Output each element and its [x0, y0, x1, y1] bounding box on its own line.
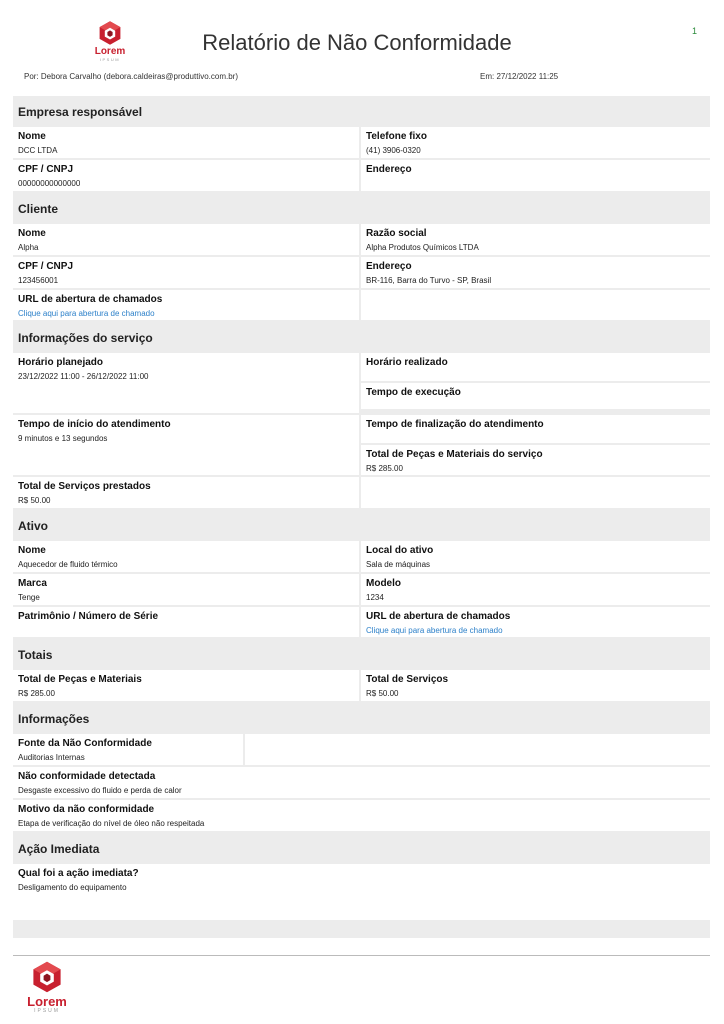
empresa-endereco-field: Endereço [361, 160, 710, 193]
cliente-nome-field: Nome Alpha [13, 224, 359, 257]
cliente-endereco-field: Endereço BR-116, Barra do Turvo - SP, Brasil [361, 257, 710, 290]
servico-tempo-finalizacao-field: Tempo de finalização do atendimento [361, 415, 710, 445]
informacoes-fonte-field: Fonte da Não Conformidade Auditorias Internas [13, 734, 243, 767]
informacoes-motivo-field: Motivo da não conformidade Etapa de verificação do nível de óleo não respeitada [13, 800, 710, 833]
section-servico-header: Informações do serviço [13, 322, 710, 353]
ativo-local-field: Local do ativo Sala de máquinas [361, 541, 710, 574]
servico-total-servicos-field: Total de Serviços prestados R$ 50.00 [13, 477, 359, 510]
page-title: Relatório de Não Conformidade [202, 30, 512, 55]
empresa-nome-field: Nome DCC LTDA [13, 127, 359, 160]
logo-icon [30, 960, 64, 994]
informacoes-empty-cell [245, 734, 710, 767]
section-informacoes-header: Informações [13, 703, 710, 734]
servico-horario-realizado-field: Horário realizado [361, 353, 710, 383]
totais-servicos-field: Total de Serviços R$ 50.00 [361, 670, 710, 703]
ativo-nome-field: Nome Aquecedor de fluido térmico [13, 541, 359, 574]
servico-empty-cell [361, 477, 710, 510]
acao-qual-field: Qual foi a ação imediata? Desligamento do equipamento [13, 864, 710, 922]
section-empresa-header: Empresa responsável [13, 96, 710, 127]
logo-subtext: IPSUM [34, 1008, 60, 1014]
logo-text: Lorem [27, 994, 67, 1009]
logo-text: Lorem [94, 46, 126, 57]
cliente-cpf-field: CPF / CNPJ 123456001 [13, 257, 359, 290]
footer-logo [24, 960, 70, 1014]
cliente-empty-cell [361, 290, 710, 322]
cliente-razao-field: Razão social Alpha Produtos Químicos LTDA [361, 224, 710, 257]
logo-subtext: IPSUM [99, 57, 121, 62]
informacoes-detectada-field: Não conformidade detectada Desgaste excessivo do fluido e perda de calor [13, 767, 710, 800]
cliente-url-field: URL de abertura de chamados Clique aqui para abertura de chamado [13, 290, 359, 322]
cliente-url-link[interactable]: Clique aqui para abertura de chamado [18, 309, 155, 318]
servico-horario-planejado-field: Horário planejado 23/12/2022 11:00 - 26/12/2022 11:00 [13, 353, 359, 415]
section-cliente-header: Cliente [13, 193, 710, 224]
date-line: Em: 27/12/2022 11:25 [480, 72, 559, 81]
servico-total-pecas-field: Total de Peças e Materiais do serviço R$ 285.00 [361, 445, 710, 477]
ativo-url-field: URL de abertura de chamados Clique aqui para abertura de chamado [361, 607, 710, 639]
ativo-patrimonio-field: Patrimônio / Número de Série [13, 607, 359, 639]
ativo-url-link[interactable]: Clique aqui para abertura de chamado [366, 626, 503, 635]
totais-pecas-field: Total de Peças e Materiais R$ 285.00 [13, 670, 359, 703]
section-ativo-header: Ativo [13, 510, 710, 541]
section-acao-header: Ação Imediata [13, 833, 710, 864]
report-body [13, 96, 710, 938]
servico-tempo-execucao-field: Tempo de execução [361, 383, 710, 411]
ativo-marca-field: Marca Tenge [13, 574, 359, 607]
author-line: Por: Debora Carvalho (debora.caldeiras@produttivo.com.br) [24, 72, 238, 81]
empresa-cpf-field: CPF / CNPJ 00000000000000 [13, 160, 359, 193]
page-number: 1 [691, 26, 697, 36]
servico-tempo-inicio-field: Tempo de início do atendimento 9 minutos e 13 segundos [13, 415, 359, 477]
section-totais-header: Totais [13, 639, 710, 670]
ativo-modelo-field: Modelo 1234 [361, 574, 710, 607]
footer-divider [13, 955, 710, 956]
empresa-telefone-field: Telefone fixo (41) 3906-0320 [361, 127, 710, 160]
